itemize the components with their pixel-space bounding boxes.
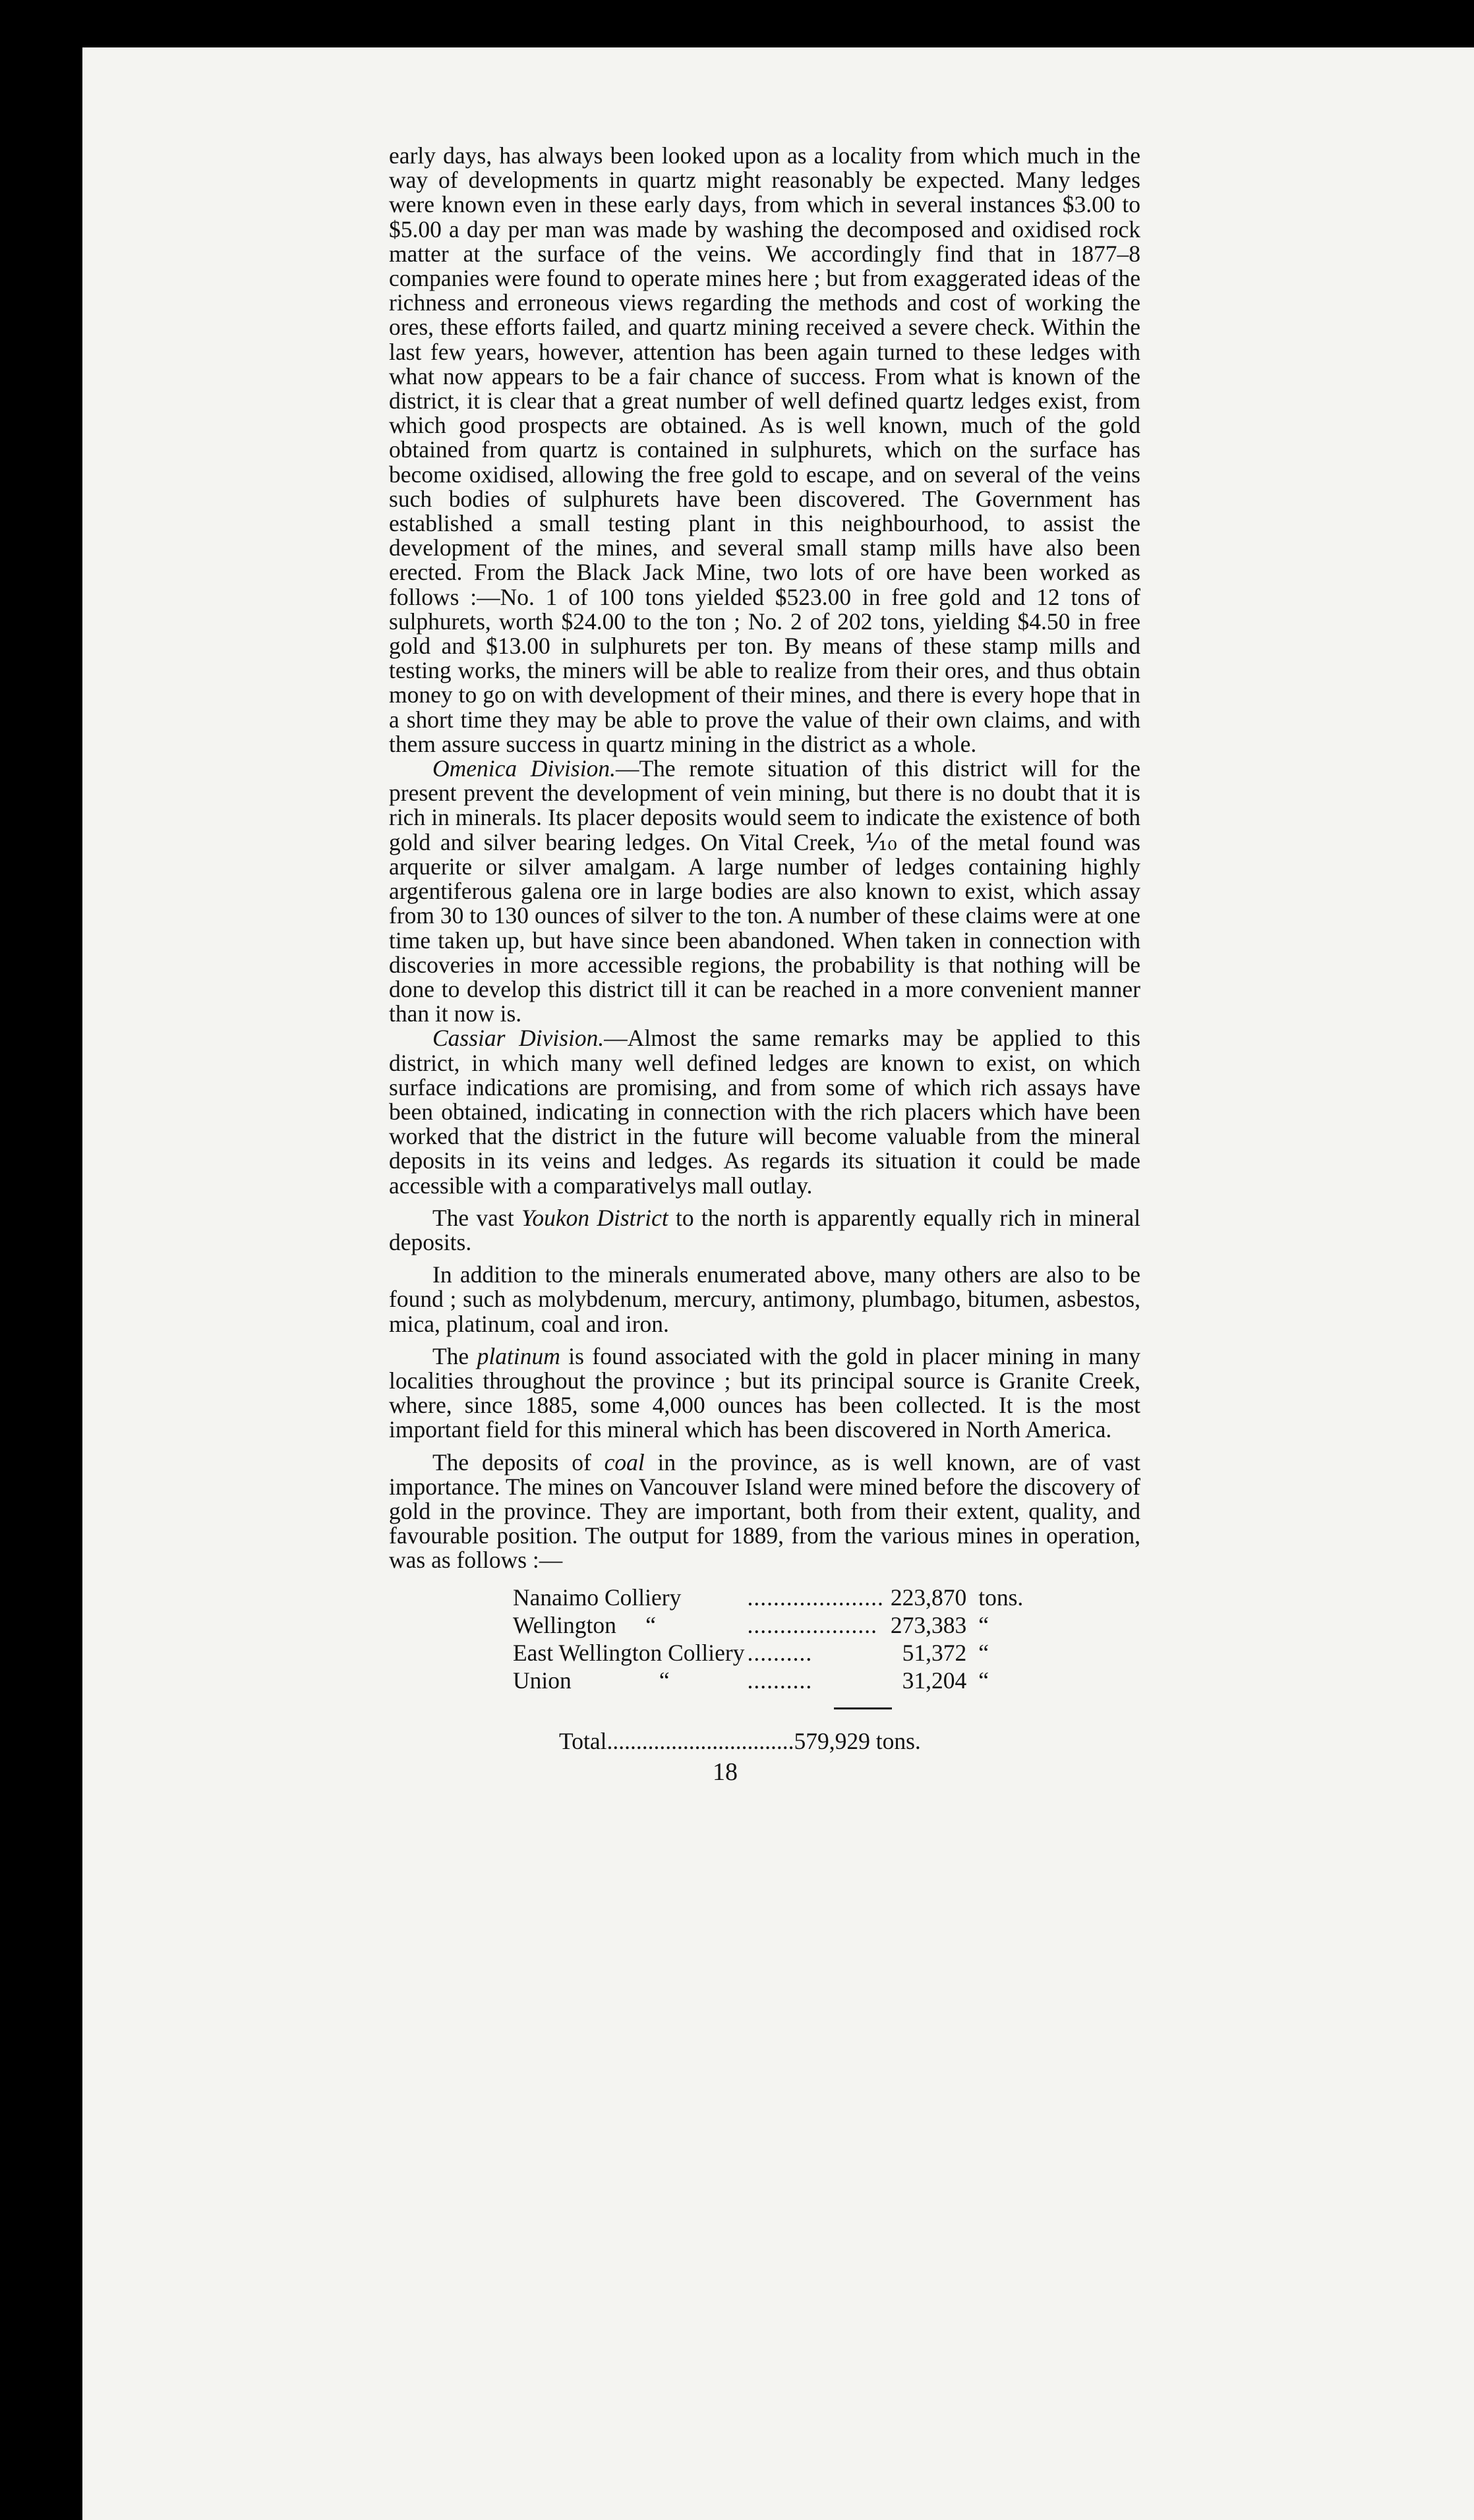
paragraph-text: —The remote situation of this district will for the present prevent the development of vein mining, but there is no doubt that it is rich in minerals. Its placer deposits would seem to indicate the existence of both gold and silver bearing ledges. On Vital Creek, ⅒ of the metal found was arquerite or silver amalgam. A large number of ledges containing highly argentiferous galena ore in large bodies are also known to exist, which assay from 30 to 130 ounces of silver to the ton. A number of these claims were at one time taken up, but have since been abandoned. When taken in connection with discoveries in more accessible regions, the probability is that nothing will be done to develop this district till it can be reached in a more convenient manner than it now is. [389, 755, 1140, 1027]
colliery-name: Union “ [513, 1667, 670, 1694]
paragraph-text: early days, has always been looked upon as a locality from which much in the way of developments in quartz might reasonably be expected. Many ledges were known even in these early days, from which in several instances $3.00 to $5.00 a day per man was made by washing the decomposed and oxidised rock matter at the surface of the veins. We accordingly find that in 1877–8 companies were found to operate mines here ; but from exaggerated ideas of the richness and erroneous views regarding the methods and cost of working the ores, these efforts failed, and quartz mining received a severe check. Within the last few years, however, attention has been again turned to these ledges with what now appears to be a fair chance of success. From what is known of the district, it is clear that a great number of well defined quartz ledges exist, from which good prospects are obtained. As is well known, much of the gold obtained from quartz is contained in sulphurets, which on the surface has become oxidised, allowing the free gold to escape, and on several of the veins such bodies of sulphurets have been discovered. The Government has established a small testing plant in this neighbourhood, to assist the development of the mines, and several small stamp mills have also been erected. From the Black Jack Mine, two lots of ore have been worked as follows :—No. 1 of 100 tons yielded $523.00 in free gold and 12 tons of sulphurets, worth $24.00 to the ton ; No. 2 of 202 tons, yielding $4.50 in free gold and $13.00 in sulphurets per ton. By means of these stamp mills and testing works, the miners will be able to realize from their ores, and thus obtain money to go on with development of their mines, and there is every hope that in a short time they may be able to prove the value of their own claims, and with them assure success in quartz mining in the district as a whole. [389, 142, 1140, 757]
total-label: Total [559, 1727, 607, 1754]
total-unit: tons. [875, 1727, 921, 1754]
total-row [559, 1729, 1140, 1754]
paragraph-other-minerals [389, 1263, 1140, 1336]
paragraph-text: The [432, 1342, 477, 1369]
leader-dots: .................... [747, 1611, 877, 1638]
unit: “ [978, 1611, 989, 1638]
table-row [513, 1667, 1023, 1694]
leader-dots: .......... [747, 1639, 813, 1666]
emphasis-platinum: platinum [477, 1342, 560, 1369]
paragraph-text: in the province, as is well known, are of vast importance. The mines on Vancouver Island were mined before the discovery of gold in the province. They are important, both from their extent, quality, and favourable position. The output for 1889, from the various mines in operation, was as follows :— [389, 1448, 1140, 1574]
table-row [513, 1611, 1023, 1639]
paragraph-text: In addition to the minerals enumerated above, many others are also to be found ; such as molybdenum, mercury, antimony, plumbago, bitumen, asbestos, mica, platinum, coal and iron. [389, 1261, 1140, 1337]
section-heading-omenica: Omenica Division. [432, 755, 616, 782]
sum-rule [834, 1707, 892, 1709]
paragraph-text: to the north is apparently equally rich in mineral deposits. [389, 1204, 1140, 1255]
leader-dots: ..................... [747, 1584, 884, 1611]
page-number: 18 [713, 1758, 738, 1786]
scan-border-top [0, 0, 1474, 47]
colliery-name: Wellington “ [513, 1611, 657, 1638]
paragraph-text: The vast [432, 1204, 521, 1231]
emphasis-coal: coal [604, 1448, 645, 1475]
tonnage: 31,204 [902, 1667, 967, 1694]
colliery-name: Nanaimo Colliery [513, 1584, 682, 1611]
paragraph-cassiar [389, 1026, 1140, 1197]
colliery-name: East Wellington Colliery [513, 1639, 745, 1666]
emphasis-youkon: Youkon District [521, 1204, 668, 1231]
coal-output-table [513, 1584, 1023, 1694]
unit: “ [978, 1639, 989, 1666]
leader-dots: ................................ [606, 1727, 794, 1754]
paragraph-omenica [389, 757, 1140, 1026]
total-value: 579,929 [794, 1727, 870, 1754]
unit: tons. [978, 1584, 1024, 1611]
paragraph-coal [389, 1450, 1140, 1573]
tonnage: 51,372 [902, 1639, 967, 1666]
paragraph-text: —Almost the same remarks may be applied to this district, in which many well defined ledges are known to exist, on which surface indications are promising, and from some of which rich assays have been obtained, indicating in connection with the rich placers which have been worked that the district in the future will become valuable from the mineral deposits in its veins and ledges. As regards its situation it could be made accessible with a comparativelys mall outlay. [389, 1025, 1140, 1199]
leader-dots: .......... [747, 1667, 813, 1694]
paragraph-text: is found associated with the gold in placer mining in many localities throughout the province ; but its principal source is Granite Creek, where, since 1885, some 4,000 ounces has been collected. It is the most important field for this mineral which has been discovered in North America. [389, 1342, 1140, 1443]
paragraph-black-jack [389, 144, 1140, 757]
page-text [389, 144, 1140, 1785]
paragraph-text: The deposits of [432, 1448, 604, 1475]
table-row [513, 1639, 1023, 1667]
table-row [513, 1584, 1023, 1611]
section-heading-cassiar: Cassiar Division. [432, 1025, 604, 1052]
tonnage: 273,383 [890, 1611, 967, 1638]
tonnage: 223,870 [890, 1584, 967, 1611]
paragraph-platinum [389, 1344, 1140, 1443]
unit: “ [978, 1667, 989, 1694]
paragraph-youkon [389, 1206, 1140, 1255]
